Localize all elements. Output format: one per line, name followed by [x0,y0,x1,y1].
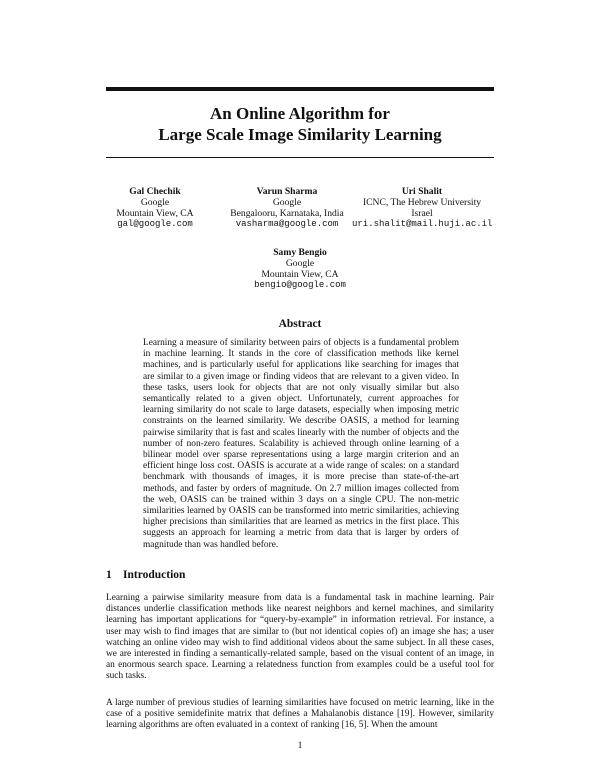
author-email: gal@google.com [117,219,193,229]
author-location: Bengalooru, Karnataka, India [230,208,344,219]
title-bottom-rule [106,157,494,158]
abstract-text: Learning a measure of similarity between pairs of objects is a fundamental problem in machine learning. It stands in the core of classification methods like kernel machines, and is particularly useful for applications like searching for images that are similar to a given image or finding videos that are relevant to a given video. In these tasks, users look for objects that are not only visually similar but also semantically related to a given object. Unfortunately, current approaches for learning similarity do not scale to large datasets, especially when imposing metric constraints on the learned similarity. We describe OASIS, a method for learning pairwise similarity that is fast and scales linearly with the number of objects and the number of non-zero features. Scalability is achieved through online learning of a bilinear model over sparse representations using a large margin criterion and an efficient hinge loss cost. OASIS is accurate at a wide range of scales: on a standard benchmark with thousands of images, it is more precise than state-of-the-art methods, and faster by orders of magnitude. On 2.7 million images collected from the web, OASIS can be trained within 3 days on a single CPU. The non-metric similarities learned by OASIS can be transformed into metric similarities, achieving higher precisions than similarities that are learned as metrics in the first place. This suggests an approach for learning a metric from data that is larger by orders of magnitude than was handled before. [143,338,459,550]
author-name: Uri Shalit [401,186,443,197]
paper-title-line-2: Large Scale Image Similarity Learning [158,125,442,144]
page-number: 1 [297,740,303,751]
body-paragraph: Learning a pairwise similarity measure from data is a fundamental task in machine learning. Pair distances underlie classification methods like nearest neighbors and kernel machines, and similarity learning has important applications for “query-by-example” in information retrieval. For instance, a user may wish to find images that are similar to (but not identical copies of) an image she has; a user watching an online video may wish to find additional videos about the same subject. In all these cases, we are interested in finding a semantically-related sample, based on the visual content of an image, in an enormous search space. Learning a relatedness function from examples could be a useful tool for such tasks. [106,593,494,682]
author-email: bengio@google.com [254,280,346,290]
author-block [103,186,207,230]
author-affiliation: Google [140,197,170,208]
author-affiliation: ICNC, The Hebrew University [362,197,482,208]
author-location: Israel [411,208,433,219]
title-top-rule [106,87,494,91]
section-heading [106,569,185,581]
section-title: Introduction [123,569,186,581]
author-name: Samy Bengio [273,247,327,258]
author-email: vasharma@google.com [235,219,339,229]
author-email: uri.shalit@mail.huji.ac.il [352,219,493,229]
paper-title-line-1: An Online Algorithm for [210,104,390,123]
author-block [222,186,352,230]
author-location: Mountain View, CA [261,269,339,280]
author-name: Gal Chechik [129,186,181,197]
author-block [230,247,370,291]
author-affiliation: Google [285,258,315,269]
section-number: 1 [106,569,112,581]
author-block [352,186,492,230]
body-paragraph: A large number of previous studies of learning similarities have focused on metric learning, like in the case of a positive semidefinite matrix that defines a Mahalanobis distance [19]. However, similarity learning algorithms are often evaluated in a context of ranking [16, 5]. When the amount [106,698,494,731]
author-affiliation: Google [272,197,302,208]
author-location: Mountain View, CA [116,208,194,219]
abstract-heading: Abstract [278,318,322,330]
author-name: Varun Sharma [256,186,318,197]
